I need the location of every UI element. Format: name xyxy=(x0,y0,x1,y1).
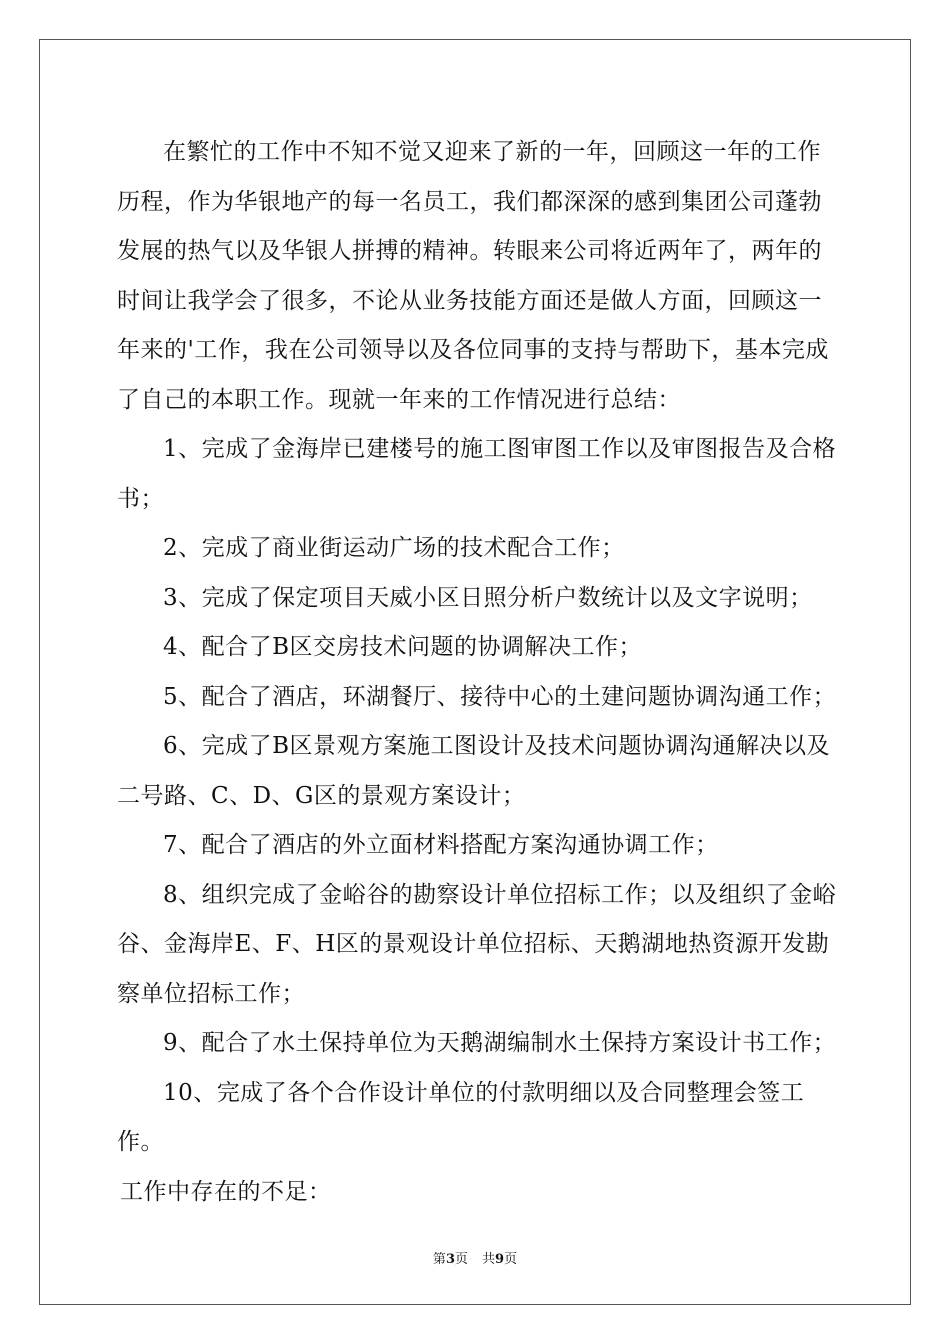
list-item-2: 2、完成了商业街运动广场的技术配合工作； xyxy=(163,535,625,561)
section-heading: 工作中存在的不足： xyxy=(120,1178,332,1205)
list-item-9: 9、配合了水土保持单位为天鹅湖编制水土保持方案设计书工作； xyxy=(163,1030,837,1056)
intro-paragraph: 在繁忙的工作中不知不觉又迎来了新的一年，回顾这一年的工作历程，作为华银地产的每一名员工，我们都深深的感到集团公司蓬勃发展的热气以及华银人拼搏的精神。转眼来公司将近两年了，两年的时间让我学会了很多，不论从业务技能方面还是做人方面，回顾这一年来的'工作，我在公司领导以及各位同事的支持与帮助下，基本完成了自己的本职工作。现就一年来的工作情况进行总结： xyxy=(117,139,829,413)
list-item-5: 5、配合了酒店，环湖餐厅、接待中心的土建问题协调沟通工作； xyxy=(163,683,837,710)
list-item-10: 10、完成了各个合作设计单位的付款明细以及合同整理会签工作。 xyxy=(117,1079,805,1155)
list-item-7: 7、配合了酒店的外立面材料搭配方案沟通协调工作； xyxy=(163,832,719,858)
total-pages: 9 xyxy=(495,1252,505,1267)
list-item-8: 8、组织完成了金峪谷的勘察设计单位招标工作；以及组织了金峪谷、金海岸E、F、H区的景观设计单位招标、天鹅湖地热资源开发勘察单位招标工作； xyxy=(117,881,837,1007)
page-prefix: 第 xyxy=(432,1252,446,1267)
page-footer xyxy=(0,1248,950,1267)
list-item-4: 4、配合了B区交房技术问题的协调解决工作； xyxy=(163,634,643,660)
page-number: 3 xyxy=(445,1252,455,1267)
total-prefix: 共 xyxy=(482,1252,496,1267)
document-body xyxy=(117,128,839,1217)
list-item-3: 3、完成了保定项目天威小区日照分析户数统计以及文字说明； xyxy=(163,584,813,611)
list-item-1: 1、完成了金海岸已建楼号的施工图审图工作以及审图报告及合格书； xyxy=(117,436,837,512)
list-item-6: 6、完成了B区景观方案施工图设计及技术问题协调沟通解决以及二号路、C、D、G区的景观方案设计； xyxy=(117,733,831,809)
page-suffix: 页 xyxy=(454,1252,468,1267)
total-suffix: 页 xyxy=(504,1252,518,1267)
